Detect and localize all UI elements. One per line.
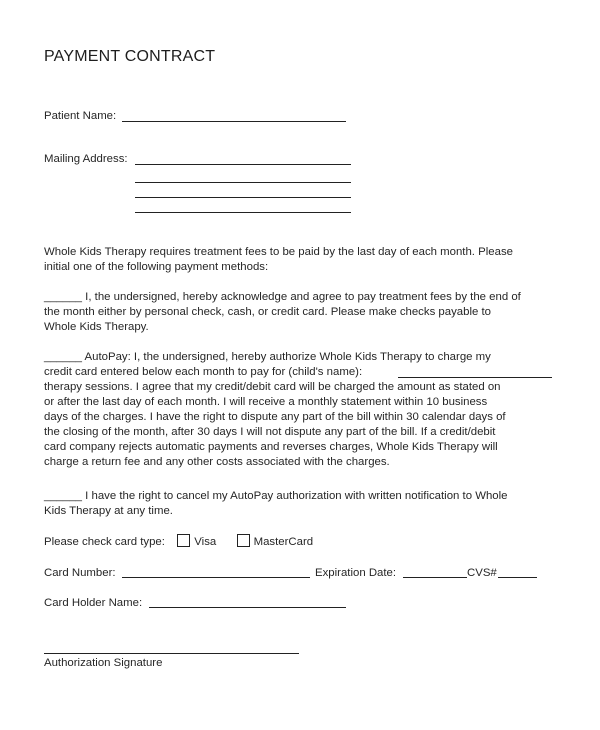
payment-option-autopay <box>44 350 564 470</box>
cvs-label: CVS# <box>467 567 497 579</box>
card-holder-field[interactable] <box>149 607 346 608</box>
option-line: card company rejects automatic payments and reverses charges, Whole Kids Therapy will <box>44 441 498 453</box>
child-name-field[interactable] <box>398 377 552 378</box>
mailing-address-line-4[interactable] <box>135 212 351 213</box>
payment-option-cancel <box>44 489 564 519</box>
option-line: ______ AutoPay: I, the undersigned, hereby authorize Whole Kids Therapy to charge my <box>44 351 491 363</box>
signature-label: Authorization Signature <box>44 657 163 669</box>
option-line: the closing of the month, after 30 days I will not dispute any part of the bill. If a credit/debit <box>44 426 496 438</box>
option-line: ______ I, the undersigned, hereby acknowledge and agree to pay treatment fees by the end of <box>44 291 521 303</box>
option-line: therapy sessions. I agree that my credit/debit card will be charged the amount as stated on <box>44 381 501 393</box>
mailing-address-label: Mailing Address: <box>44 153 128 165</box>
card-type-label: Please check card type: <box>44 536 165 548</box>
mastercard-label: MasterCard <box>253 536 314 548</box>
option-line: credit card entered below each month to pay for (child's name): <box>44 366 363 378</box>
expiration-label: Expiration Date: <box>315 567 397 579</box>
card-type-row <box>44 534 313 549</box>
mailing-address-line-3[interactable] <box>135 197 351 198</box>
visa-checkbox[interactable] <box>177 534 190 547</box>
payment-option-manual <box>44 290 564 335</box>
expiration-field[interactable] <box>403 577 467 578</box>
option-line: Whole Kids Therapy. <box>44 321 149 333</box>
signature-field[interactable] <box>44 653 299 654</box>
card-holder-label: Card Holder Name: <box>44 597 143 609</box>
option-line: the month either by personal check, cash, or credit card. Please make checks payable to <box>44 306 491 318</box>
intro-line: initial one of the following payment methods: <box>44 261 269 273</box>
intro-paragraph <box>44 245 564 275</box>
cvs-field[interactable] <box>498 577 537 578</box>
mailing-address-line-2[interactable] <box>135 182 351 183</box>
card-number-field[interactable] <box>122 577 310 578</box>
option-line: charge a return fee and any other costs associated with the charges. <box>44 456 390 468</box>
patient-name-label: Patient Name: <box>44 110 117 122</box>
option-line: days of the charges. I have the right to dispute any part of the bill within 30 calendar days of <box>44 411 506 423</box>
option-line: Kids Therapy at any time. <box>44 505 173 517</box>
mastercard-checkbox[interactable] <box>237 534 250 547</box>
card-number-label: Card Number: <box>44 567 116 579</box>
option-line: or after the last day of each month. I will receive a monthly statement within 10 business <box>44 396 488 408</box>
option-line: ______ I have the right to cancel my AutoPay authorization with written notification to Whole <box>44 490 508 502</box>
intro-line: Whole Kids Therapy requires treatment fees to be paid by the last day of each month. Please <box>44 246 513 258</box>
page-title: PAYMENT CONTRACT <box>44 48 216 65</box>
visa-label: Visa <box>194 536 217 548</box>
mailing-address-line-1[interactable] <box>135 164 351 165</box>
patient-name-field[interactable] <box>122 121 346 122</box>
